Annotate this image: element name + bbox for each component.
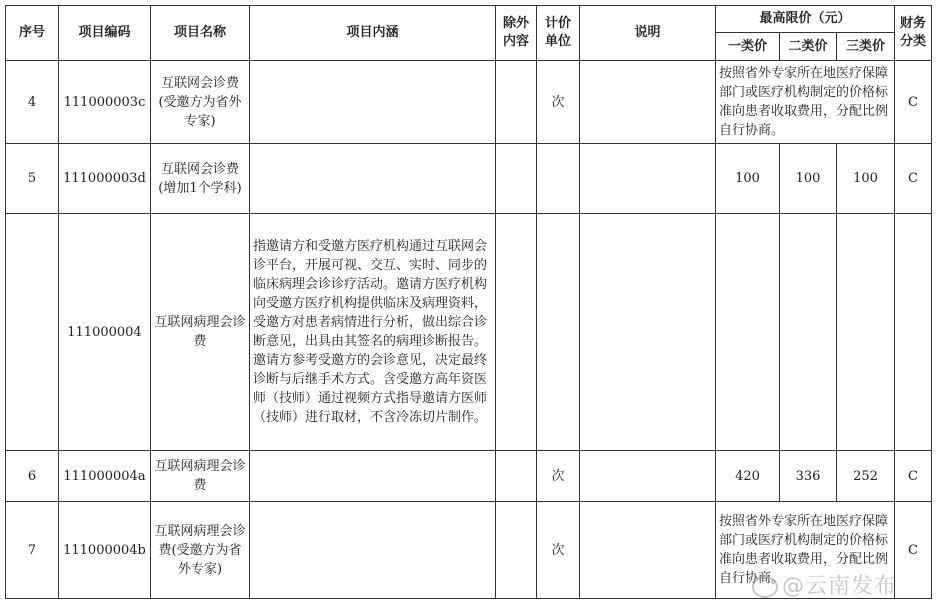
cell-note: [580, 451, 716, 502]
cell-finance: C: [895, 502, 932, 599]
cell-price2: 100: [780, 144, 837, 214]
cell-unit: [537, 214, 580, 451]
table-row: [6, 144, 932, 214]
cell-seq: 4: [6, 61, 59, 144]
table-row: [6, 451, 932, 502]
cell-excluded: [496, 61, 537, 144]
cell-code: 111000003c: [59, 61, 151, 144]
header-content: 项目内涵: [250, 6, 496, 61]
table-row: [6, 61, 932, 144]
cell-price-note: 按照省外专家所在地医疗保障部门或医疗机构制定的价格标准向患者收取费用，分配比例自行协商。: [716, 502, 895, 599]
header-class2: 二类价: [780, 33, 837, 61]
cell-price-note: 按照省外专家所在地医疗保障部门或医疗机构制定的价格标准向患者收取费用，分配比例自行协商。: [716, 61, 895, 144]
watermark-text: @云南发布: [782, 574, 898, 599]
header-unit: 计价单位: [537, 6, 580, 61]
cell-excluded: [496, 214, 537, 451]
header-row: [6, 6, 932, 33]
cell-name: 互联网病理会诊费: [151, 214, 250, 451]
cell-finance: C: [895, 61, 932, 144]
cell-code: 111000004b: [59, 502, 151, 599]
cell-excluded: [496, 144, 537, 214]
cell-code: 111000003d: [59, 144, 151, 214]
header-class1: 一类价: [716, 33, 780, 61]
cell-name: 互联网会诊费(增加1个学科): [151, 144, 250, 214]
table-row: [6, 214, 932, 451]
header-seq: 序号: [6, 6, 59, 61]
cell-unit: [537, 144, 580, 214]
cell-excluded: [496, 502, 537, 599]
cell-seq: 7: [6, 502, 59, 599]
cell-note: [580, 214, 716, 451]
cell-note: [580, 502, 716, 599]
cell-price3: [837, 214, 895, 451]
cell-finance: C: [895, 144, 932, 214]
header-note: 说明: [580, 6, 716, 61]
cell-unit: 次: [537, 61, 580, 144]
watermark: [752, 569, 897, 600]
cell-price3: 100: [837, 144, 895, 214]
cell-seq: 6: [6, 451, 59, 502]
cell-price1: 100: [716, 144, 780, 214]
cell-unit: 次: [537, 502, 580, 599]
cell-name: 互联网会诊费(受邀方为省外专家): [151, 61, 250, 144]
header-class3: 三类价: [837, 33, 895, 61]
weibo-icon: [752, 576, 778, 598]
cell-finance: [895, 214, 932, 451]
cell-name: 互联网病理会诊费(受邀方为省外专家): [151, 502, 250, 599]
cell-price1: [716, 214, 780, 451]
header-name: 项目名称: [151, 6, 250, 61]
price-table: [5, 5, 932, 599]
cell-seq: [6, 214, 59, 451]
cell-price2: 336: [780, 451, 837, 502]
cell-price1: 420: [716, 451, 780, 502]
cell-content: [250, 61, 496, 144]
cell-content: [250, 144, 496, 214]
header-code: 项目编码: [59, 6, 151, 61]
cell-content: [250, 451, 496, 502]
cell-code: 111000004a: [59, 451, 151, 502]
cell-content: 指邀请方和受邀方医疗机构通过互联网会诊平台，开展可视、交互、实时、同步的临床病理会诊诊疗活动。邀请方医疗机构向受邀方医疗机构提供临床及病理资料，受邀方对患者病情进行分析，做出综合诊断意见，出具由其签名的病理诊断报告。邀请方参考受邀方的会诊意见，决定最终诊断与后继手术方式。含受邀方高年资医师（技师）通过视频方式指导邀请方医师（技师）进行取材，不含冷冻切片制作。: [250, 214, 496, 451]
cell-price3: 252: [837, 451, 895, 502]
cell-finance: C: [895, 451, 932, 502]
header-finance: 财务分类: [895, 6, 932, 61]
cell-price2: [780, 214, 837, 451]
cell-excluded: [496, 451, 537, 502]
cell-code: 111000004: [59, 214, 151, 451]
cell-note: [580, 61, 716, 144]
cell-unit: 次: [537, 451, 580, 502]
cell-name: 互联网病理会诊费: [151, 451, 250, 502]
header-excluded: 除外内容: [496, 6, 537, 61]
cell-content: [250, 502, 496, 599]
cell-note: [580, 144, 716, 214]
cell-seq: 5: [6, 144, 59, 214]
header-max-price: 最高限价（元）: [716, 6, 895, 33]
